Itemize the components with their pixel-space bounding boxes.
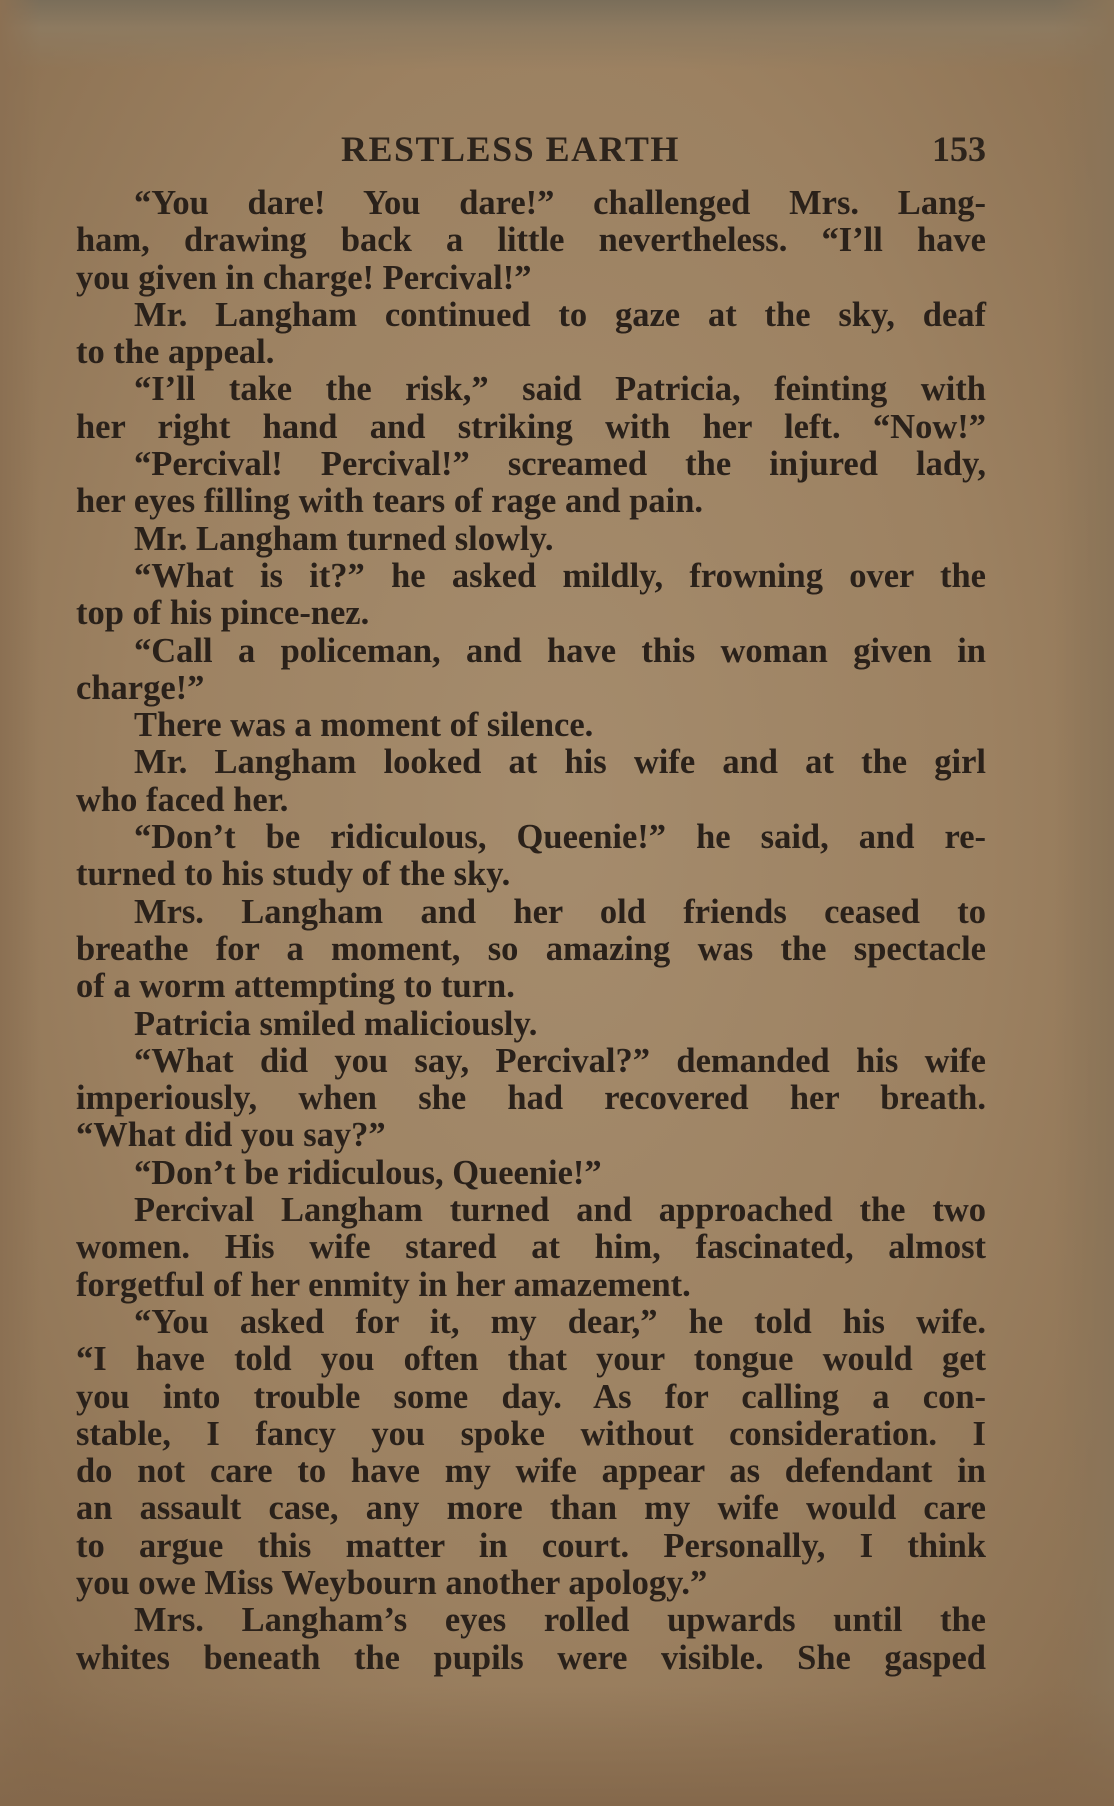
text-line: charge!”: [76, 668, 205, 707]
text-line: “Percival! Percival!” screamed the injured lady,: [134, 445, 986, 484]
text-line: Mrs. Langham’s eyes rolled upwards until the: [134, 1601, 986, 1640]
page-edge-shadow-top: [0, 0, 1114, 70]
text-line: to argue this matter in court. Personally, I think: [76, 1526, 986, 1565]
text-line: There was a moment of silence.: [134, 706, 594, 745]
page-edge-shadow-left: [0, 0, 40, 1806]
text-line: forgetful of her enmity in her amazement.: [76, 1265, 691, 1304]
text-line: “You dare! You dare!” challenged Mrs. Lang-: [134, 184, 986, 222]
text-line: her right hand and striking with her left. “Now!”: [76, 407, 986, 446]
text-line: “Don’t be ridiculous, Queenie!”: [134, 1153, 602, 1192]
text-line: “What did you say, Percival?” demanded his wife: [134, 1041, 986, 1080]
page-edge-shadow-right: [1054, 0, 1114, 1806]
text-line: top of his pince-nez.: [76, 594, 370, 633]
text-line: you into trouble some day. As for calling a con-: [76, 1377, 986, 1416]
text-line: women. His wife stared at him, fascinated, almost: [76, 1228, 986, 1267]
running-head-title: RESTLESS EARTH: [341, 129, 680, 169]
text-line: imperiously, when she had recovered her breath.: [76, 1079, 986, 1118]
page-number: 153: [932, 129, 986, 169]
text-line: “What did you say?”: [76, 1116, 386, 1155]
text-line: stable, I fancy you spoke without consideration. I: [76, 1414, 986, 1453]
text-line: who faced her.: [76, 780, 289, 819]
text-line: “What is it?” he asked mildly, frowning over the: [134, 556, 986, 595]
text-line: Percival Langham turned and approached the two: [134, 1191, 986, 1230]
text-line: to the appeal.: [76, 333, 275, 372]
text-line: ham, drawing back a little nevertheless. “I’ll have: [76, 221, 986, 260]
text-line: you given in charge! Percival!”: [76, 258, 532, 297]
text-line: Mrs. Langham and her old friends ceased to: [134, 892, 986, 931]
text-line: “I’ll take the risk,” said Patricia, feinting with: [134, 370, 986, 409]
text-line: Mr. Langham looked at his wife and at the girl: [134, 743, 986, 782]
text-line: whites beneath the pupils were visible. She gasped: [76, 1638, 986, 1677]
text-line: “Don’t be ridiculous, Queenie!” he said, and re-: [134, 818, 986, 857]
text-line: an assault case, any more than my wife would care: [76, 1489, 986, 1528]
text-line: you owe Miss Weybourn another apology.”: [76, 1563, 708, 1602]
text-line: do not care to have my wife appear as defendant in: [76, 1452, 986, 1491]
body-text: [76, 185, 986, 1677]
text-line: “Call a policeman, and have this woman given in: [134, 631, 986, 670]
text-line: “You asked for it, my dear,” he told his wife.: [134, 1302, 986, 1341]
page-edge-shadow-bottom: [0, 1686, 1114, 1806]
text-line: her eyes filling with tears of rage and pain.: [76, 482, 704, 521]
running-head: [76, 128, 986, 172]
text-line: “I have told you often that your tongue would get: [76, 1340, 986, 1379]
text-line: of a worm attempting to turn.: [76, 967, 515, 1006]
text-line: Mr. Langham turned slowly.: [134, 519, 554, 558]
text-line: Mr. Langham continued to gaze at the sky, deaf: [134, 295, 986, 334]
text-line: Patricia smiled maliciously.: [134, 1004, 538, 1043]
text-line: breathe for a moment, so amazing was the spectacle: [76, 929, 986, 968]
text-line: turned to his study of the sky.: [76, 855, 511, 894]
